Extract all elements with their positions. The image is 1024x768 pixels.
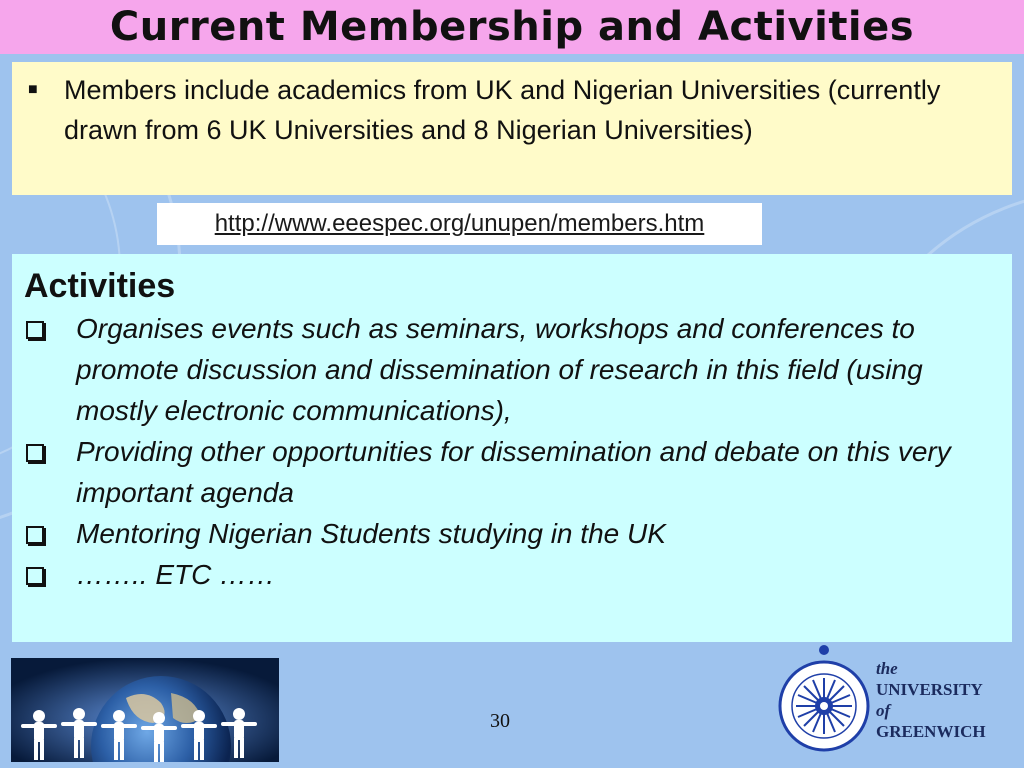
slide-title: Current Membership and Activities [109,4,915,50]
members-text: Members include academics from UK and Nigerian Universities (currently drawn from 6 UK Universities and 8 Nigerian Universities) [64,75,941,145]
members-box [12,62,1012,195]
activity-item [24,513,1002,554]
university-seal-logo [778,644,870,754]
logo-line-university: UNIVERSITY [876,680,983,699]
activity-text: …….. ETC …… [76,559,276,590]
university-name [876,658,986,742]
checkbox-bullet-icon [26,321,44,339]
page-number: 30 [490,710,510,732]
activity-text: Organises events such as seminars, workshops and conferences to promote discussion and dissemination of research in this field (using mostly electronic communications), [76,313,923,426]
logo-line-greenwich: GREENWICH [876,722,986,741]
activity-item [24,308,1002,431]
checkbox-bullet-icon [26,567,44,585]
members-link-box [157,203,762,245]
checkbox-bullet-icon [26,526,44,544]
activity-text: Mentoring Nigerian Students studying in the UK [76,518,666,549]
square-bullet-icon: ■ [28,81,38,98]
checkbox-bullet-icon [26,444,44,462]
activity-item [24,554,1002,595]
logo-line-of: of [876,701,891,720]
title-bar [0,0,1024,54]
activities-heading: Activities [24,267,176,305]
logo-line-the: the [876,659,898,678]
members-link[interactable]: http://www.eeespec.org/unupen/members.htm [214,210,705,237]
activities-box [12,254,1012,642]
activity-item [24,431,1002,513]
globe-people-image [11,658,279,762]
activity-text: Providing other opportunities for dissemination and debate on this very important agenda [76,436,951,508]
members-bullet [26,70,1002,150]
